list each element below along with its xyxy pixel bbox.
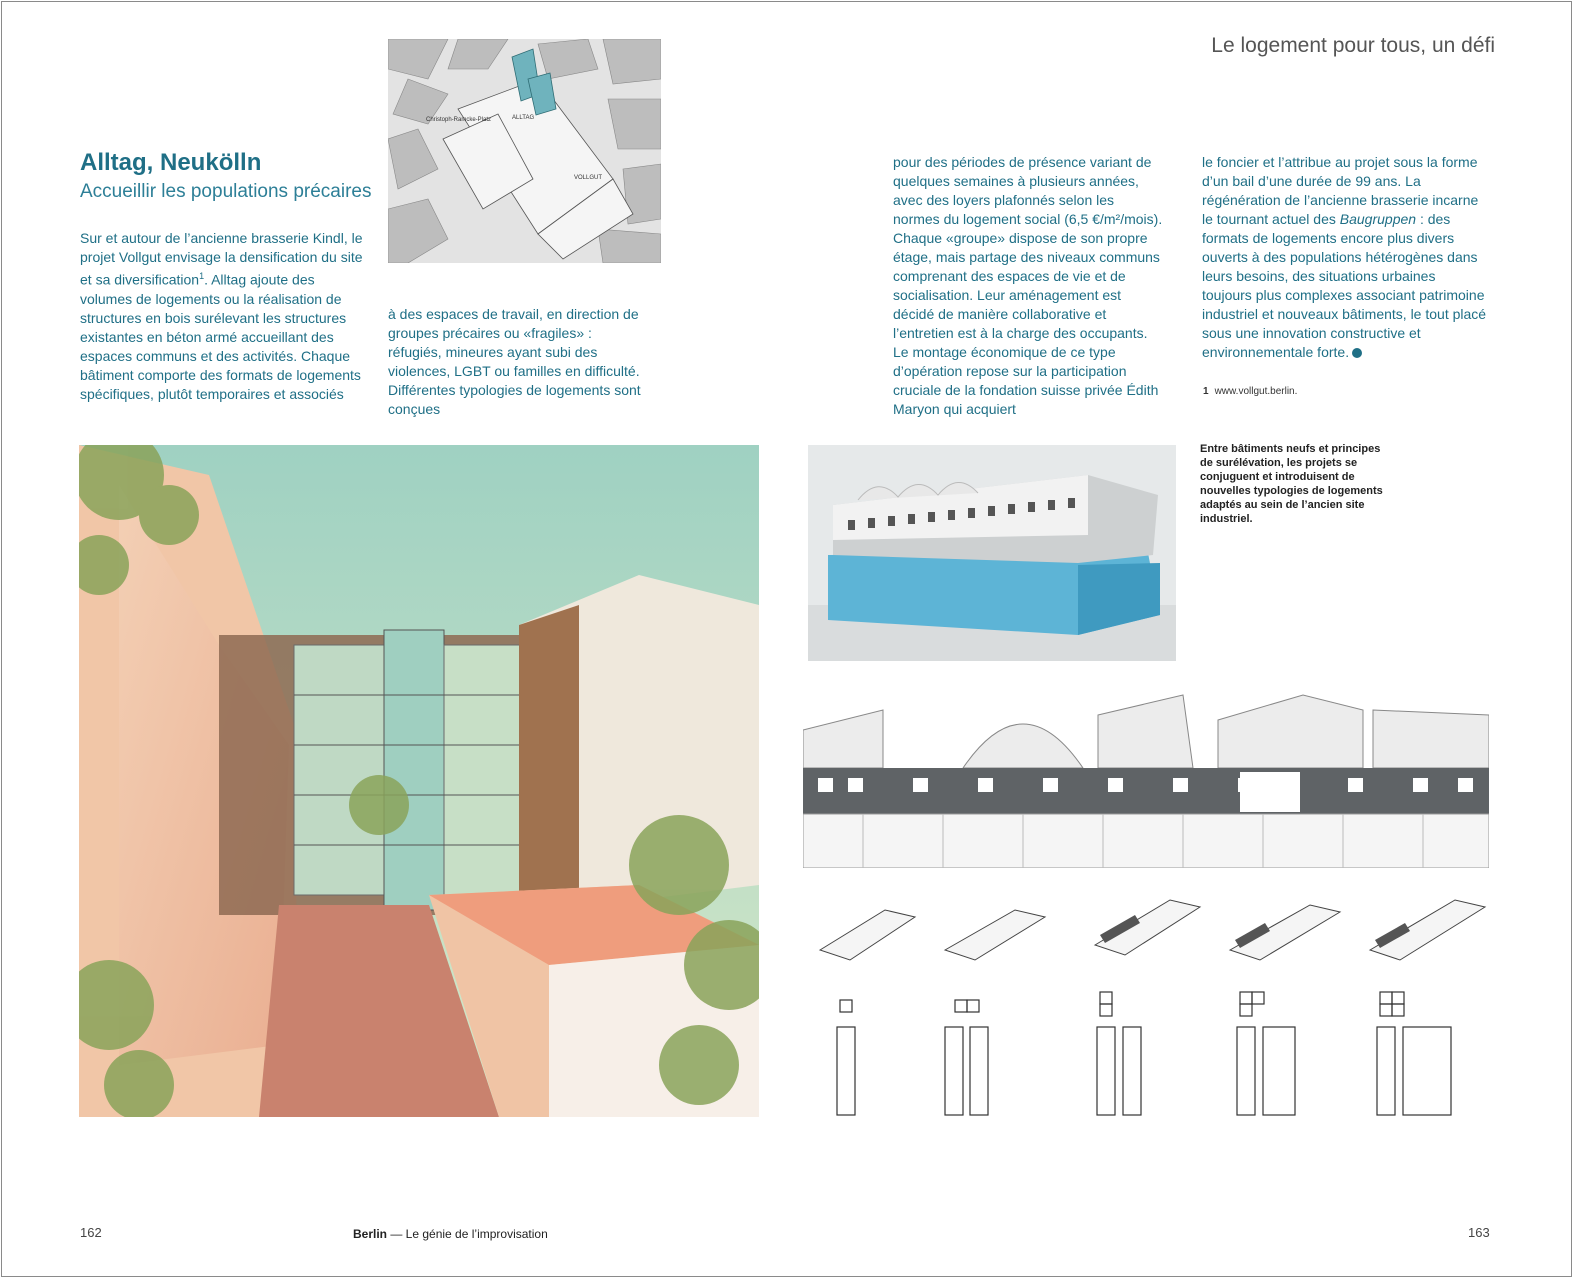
body-column-4 [1202, 153, 1487, 362]
map-label-vollgut: VOLLGUT [574, 175, 603, 181]
col2-text: à des espaces de travail, en direction de groupes précaires ou «fragiles» : réfugiés, mineures ayant subi des violences, LGBT ou familles en difficulté. Différentes typologies de logements sont conçues [388, 306, 641, 417]
typology-diagrams [815, 895, 1495, 1120]
book-title [353, 1227, 548, 1241]
page-number-right: 163 [1468, 1225, 1490, 1240]
model-photo [808, 445, 1176, 661]
col4-text-b: : des formats de logements encore plus divers ouverts à des populations hétérogènes dans leurs besoins, des situations urbaines toujours plus complexes associant patrimoine industriel et nouveaux bâtiments, le tout placé sous une innovation constructive et environnementale forte. [1202, 211, 1487, 360]
map-label-alltag: ALLTAG [512, 115, 535, 121]
figure-caption: Entre bâtiments neufs et principes de surélévation, les projets se conjuguent et introduisent de nouvelles typologies de logements adaptés au sein de l’ancien site industriel. [1200, 443, 1383, 525]
end-mark-icon [1352, 348, 1362, 358]
col3-text: pour des périodes de présence variant de quelques semaines à plusieurs années, avec des loyers plafonnés selon les normes du logement social (6,5 €/m²/mois). Chaque «groupe» dispose de son propre étage, mais partage des niveaux communs comprenant des espaces de vie et de socialisation. Leur aménagement est décidé de manière collaborative et l’entretien est à la charge des occupants. Le montage économique de ce type d’opération repose sur la participation cruciale de la fondation suisse privée Édith Maryon qui acquiert [893, 154, 1163, 417]
col1-text-b: . Alltag ajoute des volumes de logements ou la réalisation de structures en bois surélevant les structures existantes en béton armé accueillant des espaces communs et des activités. Chaque bâtiment comporte des formats de logements spécifiques, plutôt temporaires et associés [80, 271, 361, 402]
body-column-3 [893, 153, 1163, 419]
page-number-left: 162 [80, 1225, 102, 1240]
book-title-sub: — Le génie de l’improvisation [387, 1227, 548, 1241]
body-column-2 [388, 305, 648, 419]
running-title: Le logement pour tous, un défi [1211, 34, 1495, 57]
map-label-street: Christoph-Ramcke-Platz [426, 117, 492, 123]
col4-text-a: le foncier et l’attribue au projet sous la forme d’un bail d’une durée de 99 ans. La régénération de l’ancienne brasserie incarne le tournant actuel des [1202, 154, 1479, 227]
article-title: Alltag, Neukölln [80, 149, 262, 176]
courtyard-illustration [79, 445, 759, 1117]
footnote-text: www.vollgut.berlin. [1214, 386, 1298, 397]
col1-text-a: Sur et autour de l’ancienne brasserie Kindl, le projet Vollgut envisage la densification du site et sa diversification [80, 230, 363, 288]
article-subtitle: Accueillir les populations précaires [80, 181, 372, 202]
body-column-1 [80, 229, 370, 404]
site-plan-map [388, 39, 661, 263]
footnote-ref: 1 [199, 271, 205, 281]
book-title-main: Berlin [353, 1227, 388, 1241]
col4-emphasis: Baugruppen [1339, 211, 1417, 227]
footnote [1203, 386, 1297, 397]
elevation-drawing [803, 690, 1489, 868]
footnote-number: 1 [1203, 386, 1209, 397]
